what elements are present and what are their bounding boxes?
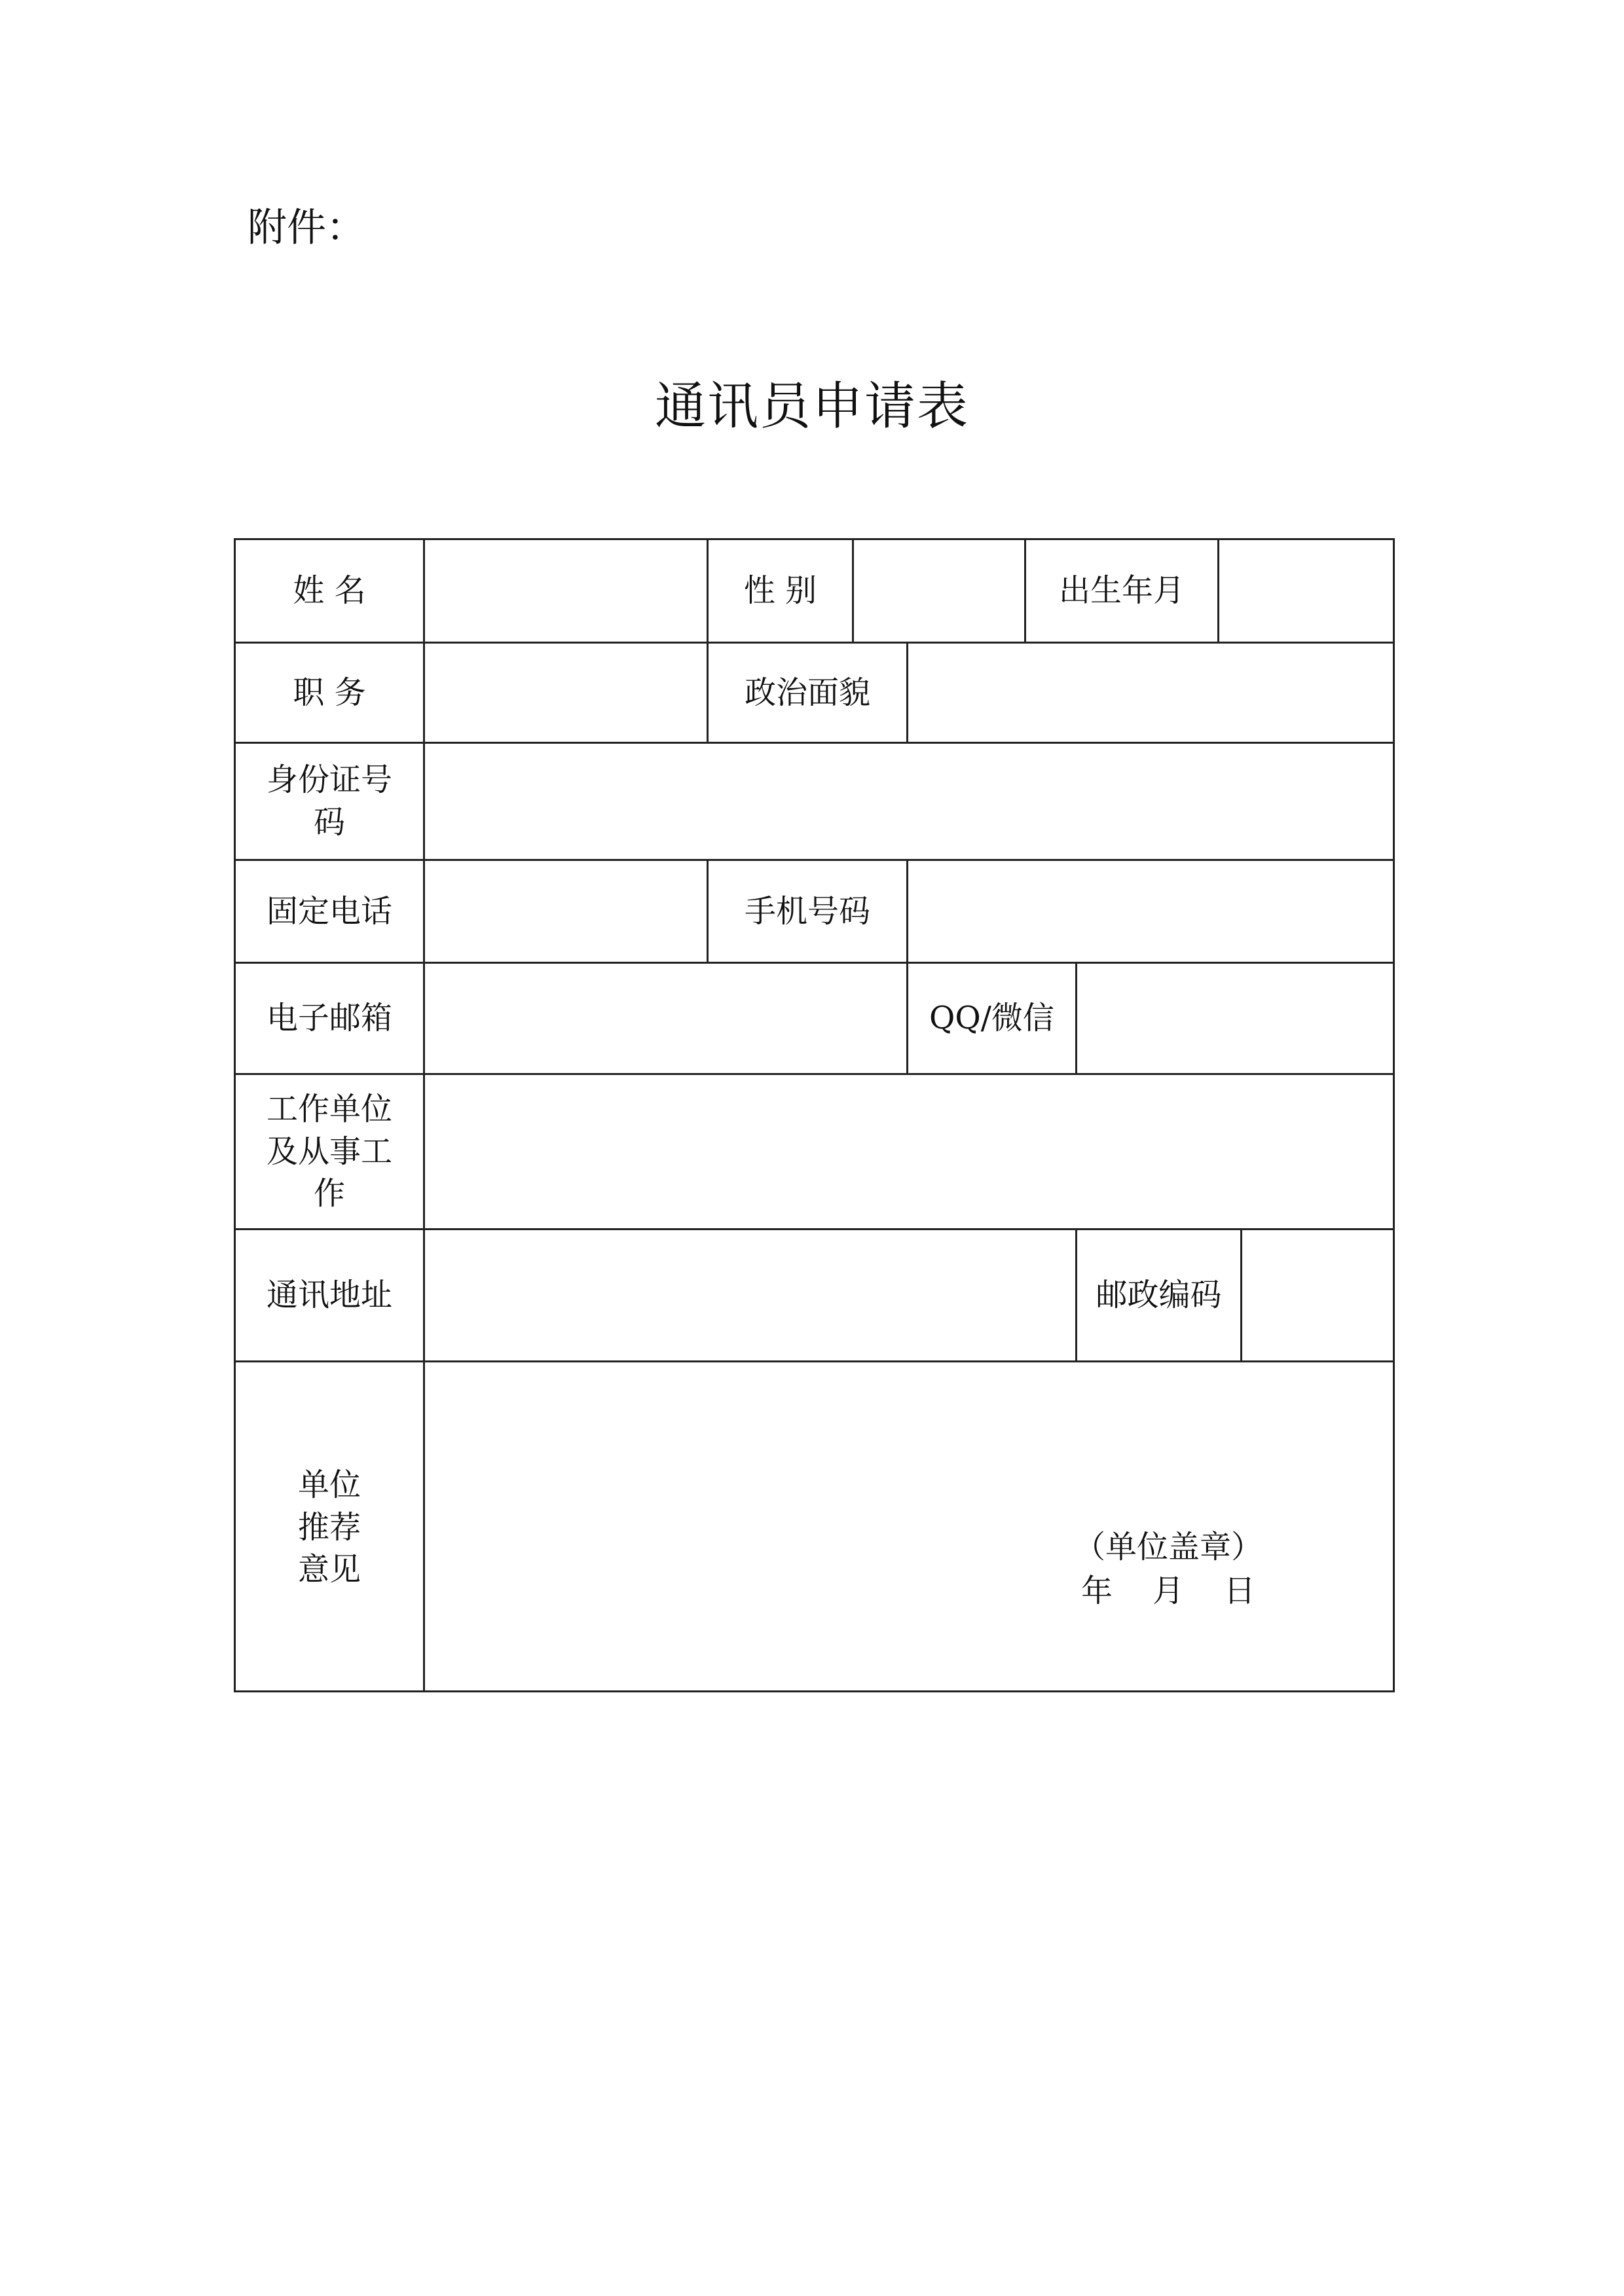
gender-field[interactable] [852,538,1024,642]
workplace-field[interactable] [423,1073,1395,1228]
workplace-label: 工作单位 及从事工 作 [234,1073,423,1228]
qq-wechat-field[interactable] [1075,962,1395,1073]
position-label: 职 务 [234,642,423,742]
birth-label: 出生年月 [1024,538,1217,642]
gender-label: 性 别 [707,538,852,642]
unit-seal-label: （单位盖章） [1074,1529,1263,1565]
birth-field[interactable] [1217,538,1395,642]
table-bottom-border [234,1690,1395,1692]
position-field[interactable] [423,642,707,742]
email-field[interactable] [423,962,906,1073]
application-form-table [234,538,1395,1692]
postcode-field[interactable] [1240,1228,1395,1360]
table-right-border [1393,538,1395,1692]
mobile-label: 手机号码 [707,859,906,962]
id-number-field[interactable] [423,742,1395,859]
date-line: 年 月 日 [1080,1573,1256,1610]
address-label: 通讯地址 [234,1228,423,1360]
attachment-label: 附件： [248,205,365,251]
landline-field[interactable] [423,859,707,962]
qq-wechat-label: QQ/微信 [906,962,1075,1073]
form-title: 通讯员申请表 [654,377,969,436]
seal-date-block [1074,1525,1263,1613]
name-label: 姓 名 [234,538,423,642]
landline-label: 固定电话 [234,859,423,962]
address-field[interactable] [423,1228,1075,1360]
political-label: 政治面貌 [707,642,906,742]
recommendation-label: 单位 推荐 意见 [234,1360,423,1692]
id-number-label: 身份证号 码 [234,742,423,859]
mobile-field[interactable] [906,859,1395,962]
name-field[interactable] [423,538,707,642]
email-label: 电子邮箱 [234,962,423,1073]
postcode-label: 邮政编码 [1075,1228,1240,1360]
political-field[interactable] [906,642,1395,742]
